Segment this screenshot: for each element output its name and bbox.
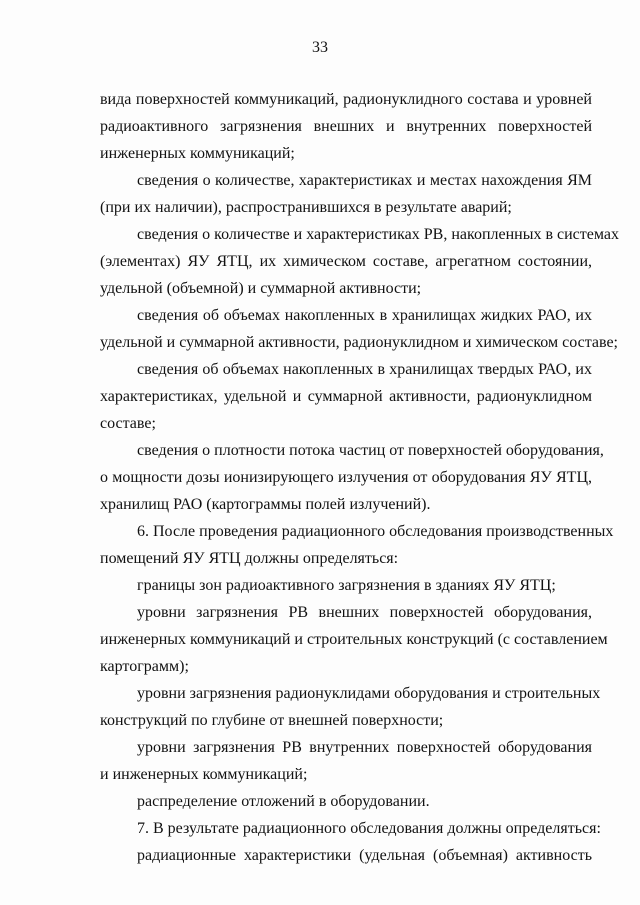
page-number: 33 [312, 39, 328, 56]
text-line: радиационные характеристики (удельная (объемная) активность [137, 847, 592, 864]
text-line: уровни загрязнения РВ внутренних поверхностей оборудования [137, 739, 592, 756]
text-line: хранилищ РАО (картограммы полей излучений). [100, 496, 431, 513]
text-line: инженерных коммуникаций; [100, 145, 295, 162]
text-line: конструкций по глубине от внешней поверхности; [100, 712, 444, 729]
text-line: помещений ЯУ ЯТЦ должны определяться: [100, 550, 399, 567]
text-line: 7. В результате радиационного обследования должны определяться: [137, 820, 601, 837]
text-line: уровни загрязнения РВ внешних поверхностей оборудования, [137, 604, 592, 621]
text-line: сведения об объемах накопленных в хранилищах твердых РАО, их [137, 361, 592, 378]
text-line: сведения о плотности потока частиц от поверхностей оборудования, [137, 442, 604, 459]
text-line: сведения о количестве и характеристиках РВ, накопленных в системах [137, 226, 619, 243]
text-line: удельной и суммарной активности, радионуклидном и химическом составе; [100, 334, 618, 351]
text-line: распределение отложений в оборудовании. [137, 793, 430, 810]
text-line: 6. После проведения радиационного обследования производственных [137, 523, 614, 540]
text-line: картограмм); [100, 658, 189, 675]
text-line: уровни загрязнения радионуклидами оборудования и строительных [137, 685, 601, 702]
text-line: радиоактивного загрязнения внешних и внутренних поверхностей [100, 118, 592, 135]
text-line: (элементах) ЯУ ЯТЦ, их химическом составе, агрегатном состоянии, [100, 253, 592, 270]
text-line: (при их наличии), распространившихся в результате аварий; [100, 199, 512, 216]
text-line: инженерных коммуникаций и строительных конструкций (с составлением [100, 631, 608, 648]
text-line: сведения об объемах накопленных в хранилищах жидких РАО, их [137, 307, 592, 324]
text-line: сведения о количестве, характеристиках и местах нахождения ЯМ [137, 172, 592, 189]
text-line: вида поверхностей коммуникаций, радионуклидного состава и уровней [100, 91, 592, 108]
text-line: о мощности дозы ионизирующего излучения от оборудования ЯУ ЯТЦ, [100, 469, 592, 486]
text-line: характеристиках, удельной и суммарной активности, радионуклидном [100, 388, 592, 405]
text-line: границы зон радиоактивного загрязнения в зданиях ЯУ ЯТЦ; [137, 577, 556, 594]
text-line: удельной (объемной) и суммарной активности; [100, 280, 422, 297]
text-line: и инженерных коммуникаций; [100, 766, 308, 783]
text-line: составе; [100, 415, 156, 432]
